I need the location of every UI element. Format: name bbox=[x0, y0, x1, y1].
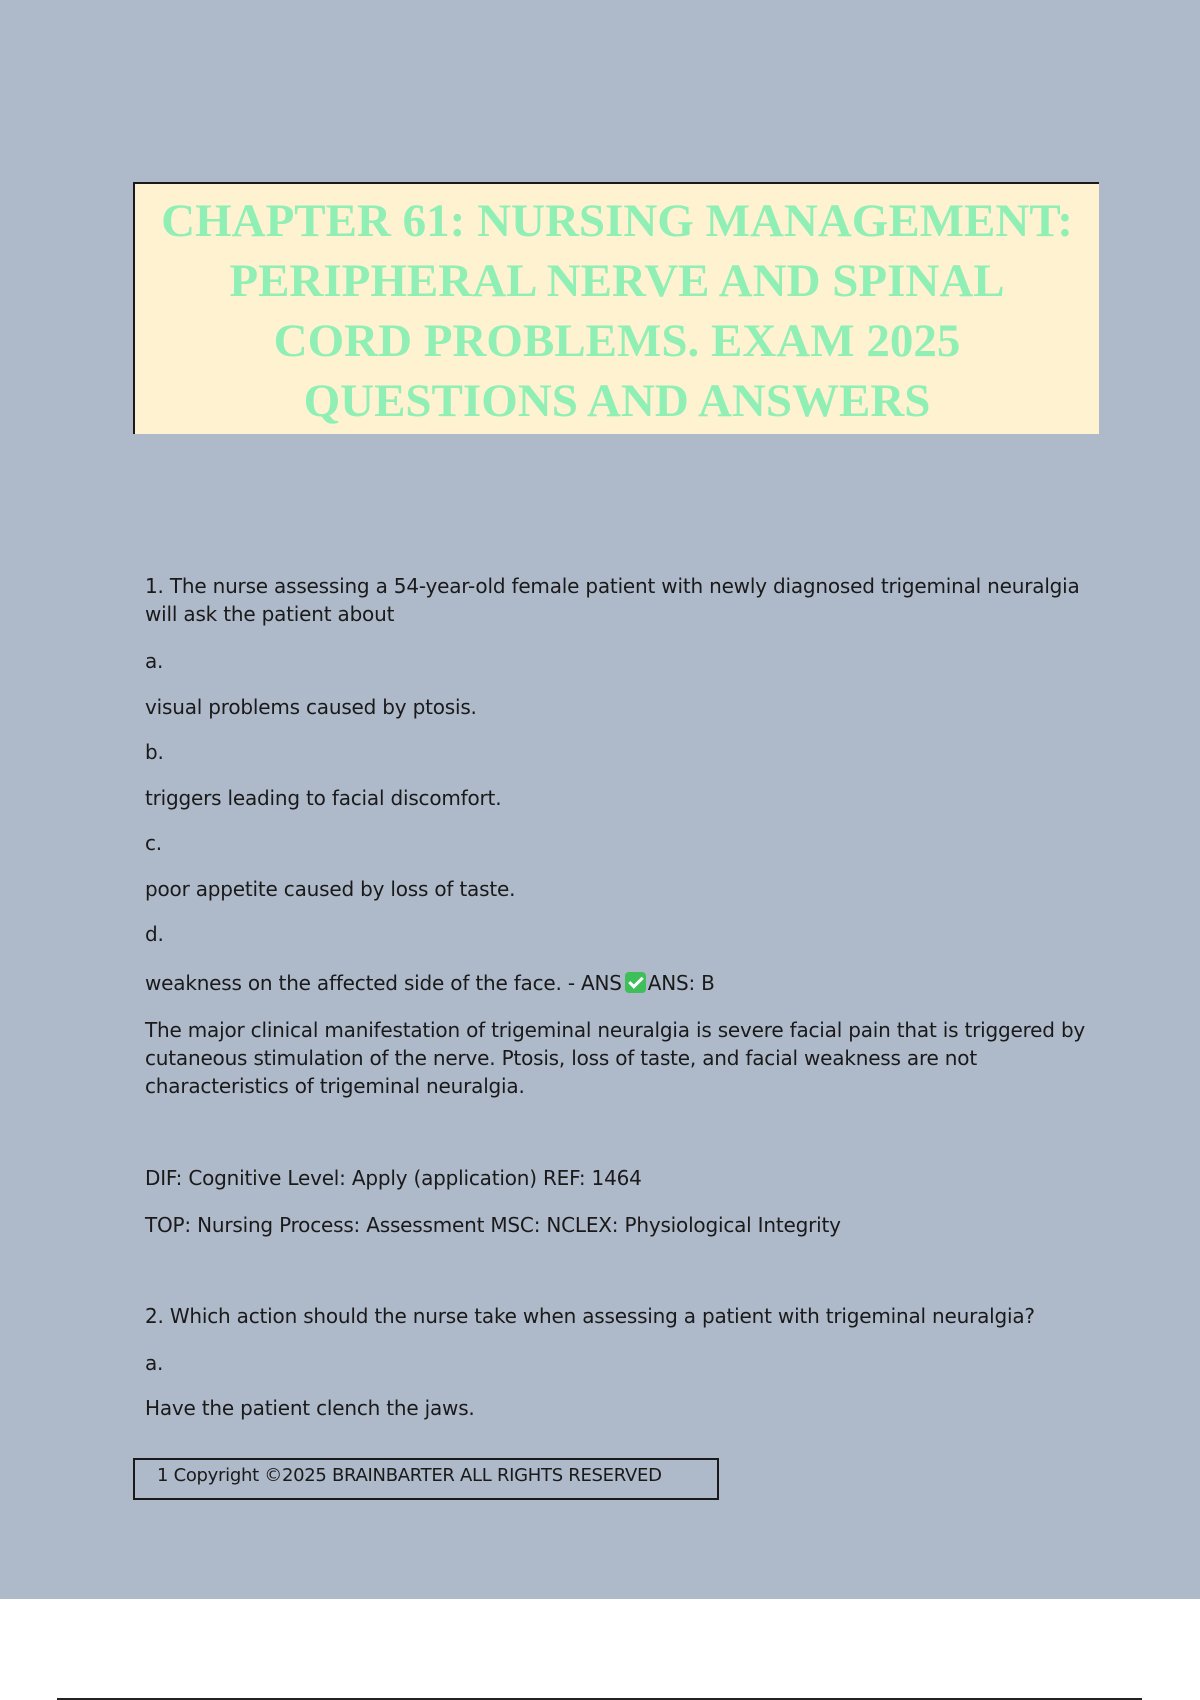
chapter-title-line: CORD PROBLEMS. EXAM 2025 bbox=[273, 315, 961, 367]
chapter-title-line: QUESTIONS AND ANSWERS bbox=[303, 375, 931, 427]
rationale-line: characteristics of trigeminal neuralgia. bbox=[145, 1074, 525, 1098]
question-1-option-d-letter: d. bbox=[145, 922, 164, 946]
question-1-answer: ANS: B bbox=[647, 971, 715, 995]
question-1-stem-line: 1. The nurse assessing a 54-year-old female patient with newly diagnosed trigeminal neuralgia bbox=[145, 574, 1080, 598]
check-mark-icon bbox=[625, 972, 646, 993]
question-1-option-d-text: weakness on the affected side of the face. - ANS bbox=[145, 971, 622, 995]
chapter-title-box bbox=[133, 182, 1099, 434]
question-1-option-a-letter: a. bbox=[145, 649, 164, 673]
question-1-top: TOP: Nursing Process: Assessment MSC: NCLEX: Physiological Integrity bbox=[145, 1213, 841, 1237]
chapter-title-line: PERIPHERAL NERVE AND SPINAL bbox=[229, 255, 1005, 307]
question-2-option-a-text: Have the patient clench the jaws. bbox=[145, 1396, 475, 1420]
question-1-option-b-text: triggers leading to facial discomfort. bbox=[145, 786, 502, 810]
question-1-stem bbox=[145, 572, 1080, 628]
question-1-option-b-letter: b. bbox=[145, 740, 164, 764]
question-1-option-d-row bbox=[145, 971, 715, 995]
question-2-option-a-letter: a. bbox=[145, 1351, 164, 1375]
question-1-stem-line: will ask the patient about bbox=[145, 602, 395, 626]
copyright-footer: 1 Copyright ©2025 BRAINBARTER ALL RIGHTS RESERVED bbox=[133, 1458, 719, 1500]
question-2-stem: 2. Which action should the nurse take when assessing a patient with trigeminal neuralgia? bbox=[145, 1304, 1035, 1328]
question-1-option-c-letter: c. bbox=[145, 831, 162, 855]
question-1-dif: DIF: Cognitive Level: Apply (application) REF: 1464 bbox=[145, 1166, 642, 1190]
chapter-title-line: CHAPTER 61: NURSING MANAGEMENT: bbox=[161, 195, 1073, 247]
question-1-option-c-text: poor appetite caused by loss of taste. bbox=[145, 877, 516, 901]
question-1-rationale bbox=[145, 1016, 1085, 1100]
rationale-line: The major clinical manifestation of trigeminal neuralgia is severe facial pain that is triggered by bbox=[145, 1018, 1086, 1042]
question-1-option-a-text: visual problems caused by ptosis. bbox=[145, 695, 477, 719]
rationale-line: cutaneous stimulation of the nerve. Ptosis, loss of taste, and facial weakness are not bbox=[145, 1046, 977, 1070]
